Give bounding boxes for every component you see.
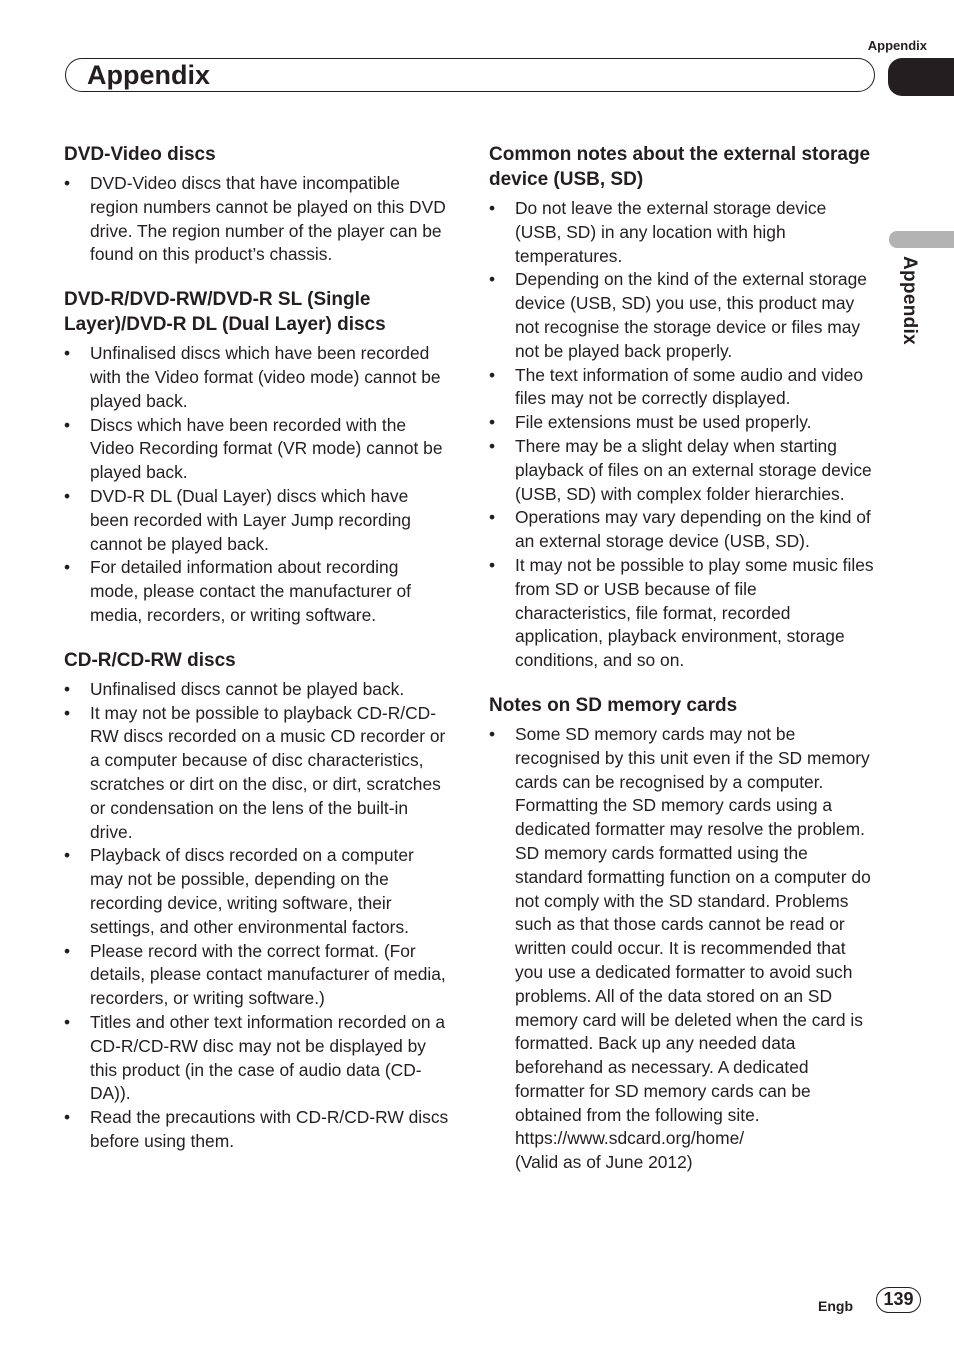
list-item-text: Some SD memory cards may not be recognised by this unit even if the SD memory cards can be recognised by a computer. Formatting the SD memory cards using a dedicated formatter may resolve the problem. SD memory cards formatted using the standard formatting function on a computer do not comply with the SD standard. Problems such as that those cards cannot be read or written could occur. It is recommended that you use a dedicated formatter to avoid such problems. All of the data stored on an SD memory card will be deleted when the card is formatted. Back up any needed data beforehand as necessary. A dedicated formatter for SD memory cards can be obtained from the following site.	[515, 723, 871, 1125]
list-item-text: Depending on the kind of the external storage device (USB, SD) you use, this product may not recognise the storage device or files may not be played back properly.	[515, 269, 867, 361]
list-item	[64, 414, 450, 485]
footer-language: Engb	[818, 1298, 853, 1314]
bullet-list	[489, 197, 875, 673]
section-heading: DVD-R/DVD-RW/DVD-R SL (Single Layer)/DVD-R DL (Dual Layer) discs	[64, 289, 386, 336]
bullet-mark: •	[64, 702, 71, 723]
bullet-mark: •	[489, 412, 496, 433]
list-item-text: File extensions must be used properly.	[515, 412, 812, 433]
list-item	[64, 172, 450, 267]
section-heading: Common notes about the external storage device (USB, SD)	[489, 144, 871, 190]
bullet-mark: •	[489, 554, 496, 575]
list-item	[489, 197, 875, 268]
chapter-tab-marker	[888, 58, 954, 96]
list-item	[64, 485, 450, 556]
left-column	[64, 142, 450, 1174]
list-item-text: Do not leave the external storage device (USB, SD) in any location with high temperatures.	[515, 198, 827, 266]
list-item	[489, 411, 875, 435]
section-heading: CD-R/CD-RW discs	[64, 649, 236, 671]
sd-site-url[interactable]: https://www.sdcard.org/home/	[515, 1128, 745, 1149]
page-number: 139	[876, 1287, 921, 1313]
list-item-text: There may be a slight delay when starting playback of files on an external storage device (USB, SD) with complex folder hierarchies.	[515, 435, 872, 504]
list-item	[64, 678, 450, 702]
list-item	[489, 435, 875, 506]
list-item-text: It may not be possible to playback CD-R/CD-RW discs recorded on a music CD recorder or a computer because of disc characteristics, scratches or dirt on the disc, or dirt, scratches or condensation on the lens of the built-in drive.	[90, 702, 446, 842]
running-head: Appendix	[867, 38, 927, 53]
bullet-list	[64, 172, 450, 267]
title-bar	[65, 58, 875, 92]
list-item	[64, 556, 450, 627]
section-external-storage	[489, 142, 875, 673]
list-item-text: Unfinalised discs cannot be played back.	[90, 678, 405, 699]
list-item-text: Discs which have been recorded with the Video Recording format (VR mode) cannot be played back.	[90, 414, 443, 483]
section-dvd-video	[64, 142, 450, 267]
bullet-list	[489, 723, 875, 1175]
page-title: Appendix	[87, 60, 211, 90]
list-item	[64, 1106, 450, 1154]
list-item-text: DVD-Video discs that have incompatible region numbers cannot be played on this DVD drive. The region number of the player can be found on this product’s chassis.	[90, 173, 446, 265]
list-item	[489, 364, 875, 412]
list-item	[489, 506, 875, 554]
bullet-mark: •	[489, 269, 496, 290]
bullet-mark: •	[64, 678, 71, 699]
bullet-mark: •	[64, 343, 71, 364]
list-item	[64, 702, 450, 845]
bullet-mark: •	[64, 557, 71, 578]
section-heading: DVD-Video discs	[64, 144, 216, 165]
list-item	[64, 940, 450, 1011]
list-item-text: The text information of some audio and video files may not be correctly displayed.	[515, 364, 864, 409]
bullet-list	[64, 678, 450, 1154]
list-item-text: DVD-R DL (Dual Layer) discs which have been recorded with Layer Jump recording cannot be played back.	[90, 485, 411, 554]
bullet-mark: •	[64, 1107, 71, 1128]
bullet-mark: •	[64, 485, 71, 506]
list-item-text: It may not be possible to play some music files from SD or USB because of file characteristics, file format, recorded application, playback environment, storage conditions, and so on.	[515, 554, 874, 671]
bullet-mark: •	[64, 940, 71, 961]
list-item	[489, 723, 875, 1175]
bullet-mark: •	[64, 1011, 71, 1032]
bullet-mark: •	[489, 723, 496, 744]
right-column	[489, 142, 875, 1195]
list-item	[489, 554, 875, 673]
list-item-text: Please record with the correct format. (For details, please contact manufacturer of media, recorders, or writing software.)	[90, 940, 446, 1009]
list-item-text: For detailed information about recording mode, please contact the manufacturer of media, recorders, or writing software.	[90, 557, 411, 625]
bullet-mark: •	[64, 414, 71, 435]
bullet-mark: •	[489, 198, 496, 218]
section-dvd-r	[64, 287, 450, 628]
list-item-text: Operations may vary depending on the kind of an external storage device (USB, SD).	[515, 507, 871, 552]
section-tab-marker	[889, 231, 954, 248]
bullet-mark: •	[489, 435, 496, 456]
section-sd-cards	[489, 693, 875, 1175]
list-item	[489, 268, 875, 363]
list-item-text: Titles and other text information recorded on a CD-R/CD-RW disc may not be displayed by this product (in the case of audio data (CD-DA)).	[90, 1011, 446, 1104]
bullet-mark: •	[489, 507, 496, 528]
list-item-text: Playback of discs recorded on a computer may not be possible, depending on the recording device, writing software, their settings, and other environmental factors.	[90, 845, 414, 937]
list-item	[64, 1011, 450, 1106]
section-heading: Notes on SD memory cards	[489, 694, 738, 716]
list-item	[64, 844, 450, 939]
bullet-mark: •	[64, 845, 71, 866]
bullet-mark: •	[64, 173, 71, 193]
list-item-text: Read the precautions with CD-R/CD-RW discs before using them.	[90, 1107, 449, 1151]
validity-note: (Valid as of June 2012)	[515, 1152, 693, 1173]
side-tab-label: Appendix	[899, 256, 920, 345]
list-item-text: Unfinalised discs which have been recorded with the Video format (video mode) cannot be played back.	[90, 343, 441, 411]
bullet-mark: •	[489, 364, 496, 385]
list-item	[64, 342, 450, 413]
section-cd-r	[64, 648, 450, 1154]
bullet-list	[64, 342, 450, 628]
